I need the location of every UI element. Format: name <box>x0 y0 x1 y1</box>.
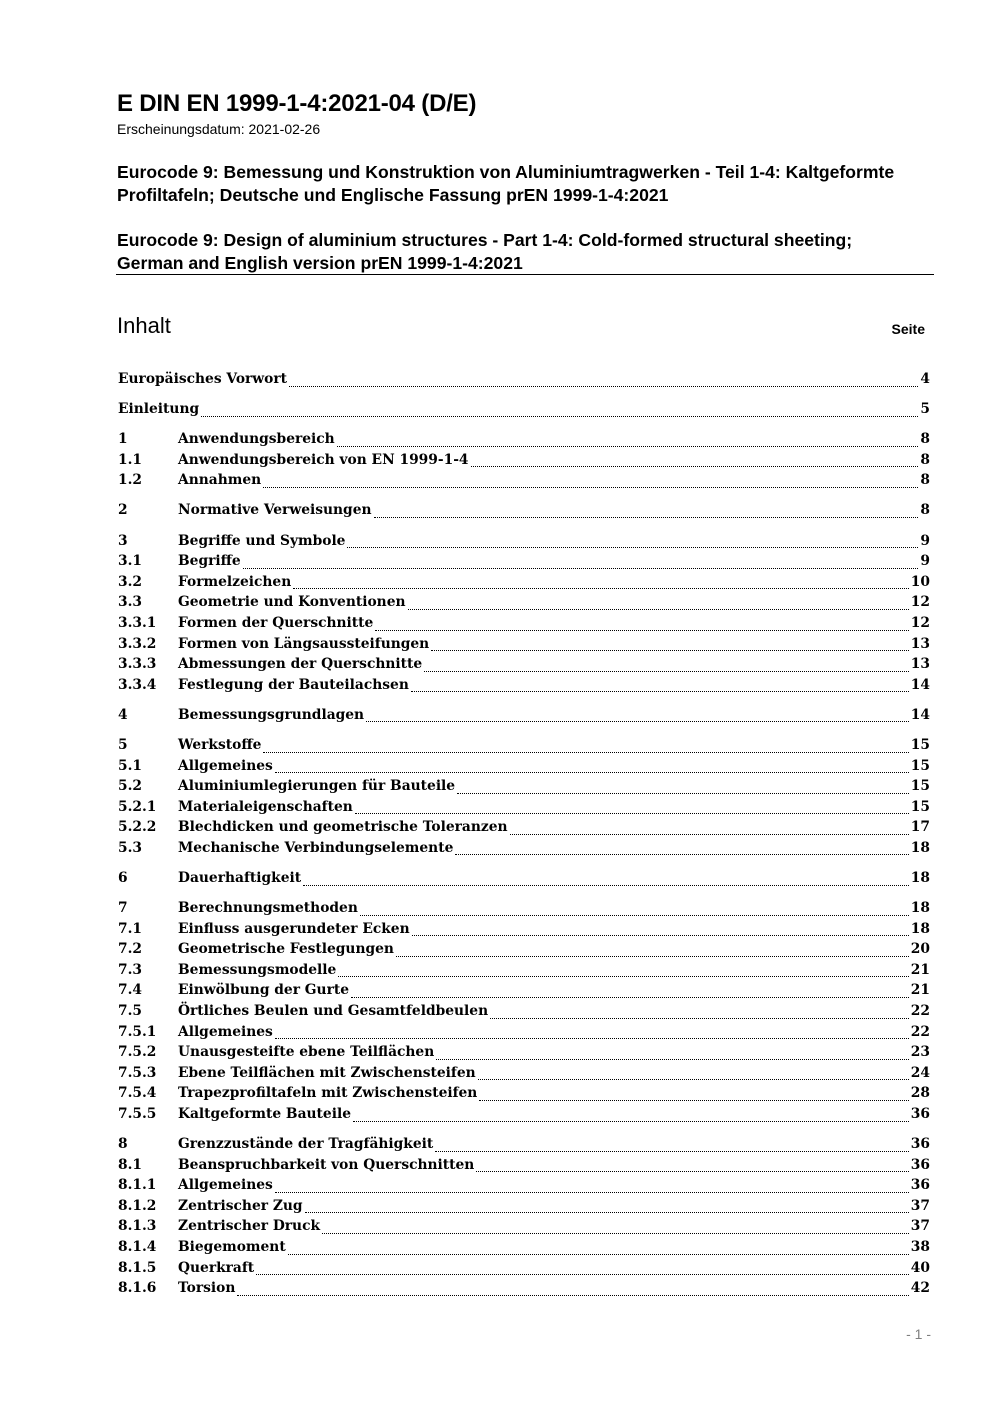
toc-entry-page: 22 <box>910 1003 930 1020</box>
toc-entry-number: 7.5.2 <box>118 1044 157 1061</box>
toc-entry-title: Materialeigenschaften <box>178 798 353 815</box>
toc-leader-dots <box>353 1121 909 1122</box>
toc-leader-dots <box>303 885 909 886</box>
toc-entry[interactable] <box>118 1177 930 1198</box>
toc-entry-page: 12 <box>910 614 930 631</box>
toc-entry[interactable] <box>118 371 930 392</box>
toc-entry-number: 1 <box>118 431 128 448</box>
toc-entry-page: 5 <box>920 401 930 418</box>
toc-leader-dots <box>263 487 918 488</box>
toc-entry-title: Annahmen <box>178 472 262 489</box>
toc-entry-title: Kaltgeformte Bauteile <box>178 1106 351 1122</box>
toc-entry[interactable] <box>118 737 930 758</box>
toc-leader-dots <box>293 588 909 589</box>
toc-entry-number: 5.1 <box>118 757 143 774</box>
toc-entry-page: 15 <box>910 798 930 815</box>
toc-entry-page: 15 <box>910 736 930 753</box>
toc-entry-title: Normative Verweisungen <box>178 502 372 519</box>
toc-entry-page: 14 <box>910 676 930 693</box>
toc-entry[interactable] <box>118 778 930 799</box>
toc-entry-page: 8 <box>920 472 930 489</box>
toc-group <box>118 870 930 891</box>
toc-entry-number: 3.2 <box>118 573 143 590</box>
toc-leader-dots <box>471 466 919 467</box>
toc-group <box>118 707 930 728</box>
toc-entry-number: 7.5.1 <box>118 1023 157 1040</box>
toc-entry-page: 12 <box>910 594 930 611</box>
toc-entry[interactable] <box>118 1280 930 1301</box>
toc-entry-number: 7.5.5 <box>118 1106 157 1122</box>
toc-entry-title: Formen der Querschnitte <box>178 614 374 631</box>
toc-entry-title: Begriffe <box>178 553 241 570</box>
title-german: Eurocode 9: Bemessung und Konstruktion von Aluminiumtragwerken - Teil 1-4: Kaltgeformte Profiltafeln; Deutsche und Englische Fassung prEN 1999-1-4:2021 <box>117 162 895 205</box>
toc-entry-number: 7.4 <box>118 982 143 999</box>
toc-entry-number: 8.1.6 <box>118 1280 157 1297</box>
table-of-contents <box>118 371 930 1310</box>
toc-entry[interactable] <box>118 1260 930 1281</box>
toc-entry-title: Unausgesteifte ebene Teilflächen <box>178 1044 435 1061</box>
toc-entry[interactable] <box>118 452 930 473</box>
title-english: Eurocode 9: Design of aluminium structures - Part 1-4: Cold-formed structural sheeting; German and English version prEN 1999-1-4:2021 <box>117 230 853 273</box>
toc-entry-title: Bemessungsgrundlagen <box>178 706 365 723</box>
toc-entry-title: Festlegung der Bauteilachsen <box>178 676 409 693</box>
toc-entry[interactable] <box>118 1065 930 1086</box>
toc-entry-number: 5.2 <box>118 778 143 795</box>
toc-entry[interactable] <box>118 636 930 657</box>
toc-leader-dots <box>263 752 908 753</box>
toc-entry-page: 10 <box>910 573 930 590</box>
toc-entry-title: Dauerhaftigkeit <box>178 869 302 886</box>
toc-group <box>118 1136 930 1301</box>
toc-leader-dots <box>275 1038 909 1039</box>
toc-entry-title: Biegemoment <box>178 1239 286 1256</box>
toc-leader-dots <box>435 1151 909 1152</box>
toc-entry-page: 42 <box>910 1280 930 1297</box>
toc-entry-title: Geometrische Festlegungen <box>178 941 394 958</box>
toc-entry-number: 3.3.3 <box>118 656 157 673</box>
toc-entry-title: Allgemeines <box>178 1177 273 1194</box>
toc-entry-title: Geometrie und Konventionen <box>178 594 406 611</box>
toc-entry[interactable] <box>118 799 930 820</box>
toc-leader-dots <box>412 935 909 936</box>
toc-leader-dots <box>457 793 909 794</box>
toc-entry-number: 1.2 <box>118 472 143 489</box>
toc-entry-page: 40 <box>910 1259 930 1276</box>
toc-entry[interactable] <box>118 941 930 962</box>
toc-entry-number: 6 <box>118 869 128 886</box>
toc-leader-dots <box>366 721 909 722</box>
toc-entry[interactable] <box>118 502 930 523</box>
toc-entry-number: 8 <box>118 1136 128 1153</box>
toc-entry[interactable] <box>118 594 930 615</box>
toc-entry-number: 3.3.2 <box>118 635 157 652</box>
toc-entry-page: 9 <box>920 532 930 549</box>
toc-entry-title: Grenzzustände der Tragfähigkeit <box>178 1136 434 1153</box>
toc-entry-page: 28 <box>910 1085 930 1102</box>
toc-entry-page: 37 <box>910 1197 930 1214</box>
toc-entry-page: 17 <box>910 819 930 836</box>
toc-entry[interactable] <box>118 1085 930 1106</box>
toc-entry[interactable] <box>118 1218 930 1239</box>
toc-heading: Inhalt <box>117 313 171 338</box>
toc-leader-dots <box>479 1100 908 1101</box>
toc-entry-number: 1.1 <box>118 451 143 468</box>
toc-entry-number: 7.5 <box>118 1003 143 1020</box>
publication-date: Erscheinungsdatum: 2021-02-26 <box>117 121 321 137</box>
toc-leader-dots <box>243 568 919 569</box>
toc-entry-page: 21 <box>910 961 930 978</box>
toc-entry[interactable] <box>118 1136 930 1157</box>
toc-entry-page: 18 <box>910 839 930 856</box>
toc-entry-page: 15 <box>910 778 930 795</box>
toc-leader-dots <box>490 1018 909 1019</box>
toc-entry-number: 8.1.4 <box>118 1239 157 1256</box>
toc-entry[interactable] <box>118 1024 930 1045</box>
toc-entry-number: 3.3 <box>118 594 143 611</box>
toc-entry-number: 7.1 <box>118 920 143 937</box>
toc-leader-dots <box>275 1192 909 1193</box>
toc-entry-page: 21 <box>910 982 930 999</box>
toc-entry-title: Allgemeines <box>178 1023 273 1040</box>
toc-entry[interactable] <box>118 758 930 779</box>
toc-entry-number: 8.1.5 <box>118 1259 157 1276</box>
toc-entry-page: 23 <box>910 1044 930 1061</box>
toc-entry-number: 7 <box>118 900 128 917</box>
toc-entry-number: 7.5.3 <box>118 1064 157 1081</box>
toc-entry-page: 8 <box>920 451 930 468</box>
toc-entry-number: 8.1.1 <box>118 1177 157 1194</box>
toc-leader-dots <box>431 650 909 651</box>
toc-entry[interactable] <box>118 921 930 942</box>
toc-group <box>118 502 930 523</box>
toc-entry[interactable] <box>118 656 930 677</box>
toc-entry[interactable] <box>118 553 930 574</box>
toc-entry-page: 13 <box>910 635 930 652</box>
toc-entry-page: 18 <box>910 869 930 886</box>
toc-entry-title: Querkraft <box>178 1259 255 1276</box>
toc-entry-title: Begriffe und Symbole <box>178 532 346 549</box>
toc-entry-title: Trapezprofiltafeln mit Zwischensteifen <box>178 1085 478 1102</box>
toc-leader-dots <box>396 956 909 957</box>
toc-entry[interactable] <box>118 1003 930 1024</box>
toc-leader-dots <box>338 976 908 977</box>
toc-leader-dots <box>275 772 909 773</box>
toc-entry-title: Mechanische Verbindungselemente <box>178 839 454 856</box>
toc-entry[interactable] <box>118 1044 930 1065</box>
toc-entry-page: 14 <box>910 706 930 723</box>
toc-entry-number: 5.2.1 <box>118 798 157 815</box>
toc-leader-dots <box>201 416 918 417</box>
toc-entry[interactable] <box>118 707 930 728</box>
toc-group <box>118 737 930 861</box>
toc-entry-number: 8.1.2 <box>118 1197 157 1214</box>
toc-entry[interactable] <box>118 819 930 840</box>
toc-entry[interactable] <box>118 1239 930 1260</box>
toc-entry[interactable] <box>118 982 930 1003</box>
document-id: E DIN EN 1999-1-4:2021-04 (D/E) <box>117 90 477 117</box>
toc-entry[interactable] <box>118 431 930 452</box>
toc-leader-dots <box>351 997 909 998</box>
toc-leader-dots <box>424 671 909 672</box>
toc-entry[interactable] <box>118 533 930 554</box>
toc-leader-dots <box>288 1254 909 1255</box>
toc-entry-number: 3.3.4 <box>118 676 157 693</box>
toc-leader-dots <box>256 1274 909 1275</box>
toc-entry-page: 18 <box>910 900 930 917</box>
toc-entry-number: 5.3 <box>118 839 143 856</box>
toc-entry[interactable] <box>118 615 930 636</box>
toc-page-label: Seite <box>891 321 925 337</box>
toc-entry[interactable] <box>118 401 930 422</box>
toc-entry[interactable] <box>118 677 930 698</box>
page-number: - 1 - <box>906 1326 931 1342</box>
toc-entry[interactable] <box>118 574 930 595</box>
toc-entry-title: Ebene Teilflächen mit Zwischensteifen <box>178 1064 476 1081</box>
toc-leader-dots <box>510 834 909 835</box>
toc-entry-title: Werkstoffe <box>178 736 262 753</box>
toc-group <box>118 533 930 698</box>
toc-entry-number: 2 <box>118 502 128 519</box>
toc-entry[interactable] <box>118 1106 930 1127</box>
toc-leader-dots <box>337 446 919 447</box>
toc-entry-title: Berechnungsmethoden <box>178 900 358 917</box>
toc-entry-title: Anwendungsbereich <box>178 431 335 448</box>
toc-group <box>118 371 930 392</box>
toc-entry-title: Aluminiumlegierungen für Bauteile <box>178 778 456 795</box>
toc-entry-title: Abmessungen der Querschnitte <box>178 656 423 673</box>
toc-entry-title: Europäisches Vorwort <box>118 371 288 387</box>
toc-leader-dots <box>411 691 909 692</box>
toc-entry-title: Einwölbung der Gurte <box>178 982 349 999</box>
toc-entry-number: 3 <box>118 532 128 549</box>
toc-leader-dots <box>360 915 909 916</box>
toc-group <box>118 401 930 422</box>
toc-entry-page: 36 <box>910 1106 930 1122</box>
toc-entry-number: 5 <box>118 736 128 753</box>
toc-entry-title: Örtliches Beulen und Gesamtfeldbeulen <box>178 1003 489 1020</box>
toc-entry-title: Torsion <box>178 1280 236 1297</box>
toc-leader-dots <box>436 1059 909 1060</box>
toc-entry-number: 7.2 <box>118 941 143 958</box>
toc-entry-number: 4 <box>118 706 128 723</box>
toc-entry-page: 18 <box>910 920 930 937</box>
toc-entry-page: 22 <box>910 1023 930 1040</box>
toc-leader-dots <box>408 609 909 610</box>
toc-entry-title: Bemessungsmodelle <box>178 961 337 978</box>
toc-entry-title: Zentrischer Zug <box>178 1197 303 1214</box>
toc-entry-page: 8 <box>920 502 930 519</box>
toc-entry-page: 36 <box>910 1156 930 1173</box>
toc-entry[interactable] <box>118 900 930 921</box>
toc-entry-number: 3.3.1 <box>118 614 157 631</box>
toc-entry-number: 7.3 <box>118 961 143 978</box>
toc-entry-number: 8.1.3 <box>118 1218 157 1235</box>
toc-entry-page: 24 <box>910 1064 930 1081</box>
toc-entry-page: 4 <box>920 371 930 387</box>
toc-entry[interactable] <box>118 840 930 861</box>
toc-entry-title: Blechdicken und geometrische Toleranzen <box>178 819 508 836</box>
toc-entry-page: 8 <box>920 431 930 448</box>
toc-entry-page: 13 <box>910 656 930 673</box>
toc-entry-title: Einleitung <box>118 401 200 418</box>
toc-entry-title: Einfluss ausgerundeter Ecken <box>178 920 410 937</box>
toc-entry-title: Anwendungsbereich von EN 1999-1-4 <box>178 451 469 468</box>
toc-leader-dots <box>455 854 908 855</box>
toc-entry-number: 3.1 <box>118 553 143 570</box>
toc-leader-dots <box>305 1212 909 1213</box>
toc-leader-dots <box>355 813 909 814</box>
toc-entry-title: Zentrischer Druck <box>178 1218 321 1235</box>
toc-entry-page: 20 <box>910 941 930 958</box>
toc-entry-title: Formen von Längsaussteifungen <box>178 635 430 652</box>
toc-entry-page: 38 <box>910 1239 930 1256</box>
toc-entry-title: Formelzeichen <box>178 573 292 590</box>
toc-leader-dots <box>237 1295 908 1296</box>
toc-entry-title: Allgemeines <box>178 757 273 774</box>
toc-entry-page: 9 <box>920 553 930 570</box>
toc-entry-number: 8.1 <box>118 1156 143 1173</box>
toc-leader-dots <box>322 1233 909 1234</box>
toc-entry[interactable] <box>118 870 930 891</box>
toc-leader-dots <box>478 1079 909 1080</box>
toc-entry[interactable] <box>118 1157 930 1178</box>
toc-entry[interactable] <box>118 472 930 493</box>
toc-entry-page: 15 <box>910 757 930 774</box>
toc-entry-number: 5.2.2 <box>118 819 157 836</box>
toc-leader-dots <box>375 630 908 631</box>
toc-leader-dots <box>289 386 918 387</box>
toc-leader-dots <box>374 517 919 518</box>
toc-entry-number: 7.5.4 <box>118 1085 157 1102</box>
header-divider <box>116 274 934 275</box>
toc-entry[interactable] <box>118 962 930 983</box>
toc-leader-dots <box>476 1171 908 1172</box>
toc-entry-page: 37 <box>910 1218 930 1235</box>
toc-entry-page: 36 <box>910 1136 930 1153</box>
toc-leader-dots <box>347 547 918 548</box>
toc-group <box>118 900 930 1127</box>
toc-entry[interactable] <box>118 1198 930 1219</box>
toc-entry-title: Beanspruchbarkeit von Querschnitten <box>178 1156 475 1173</box>
toc-group <box>118 431 930 493</box>
toc-entry-page: 36 <box>910 1177 930 1194</box>
